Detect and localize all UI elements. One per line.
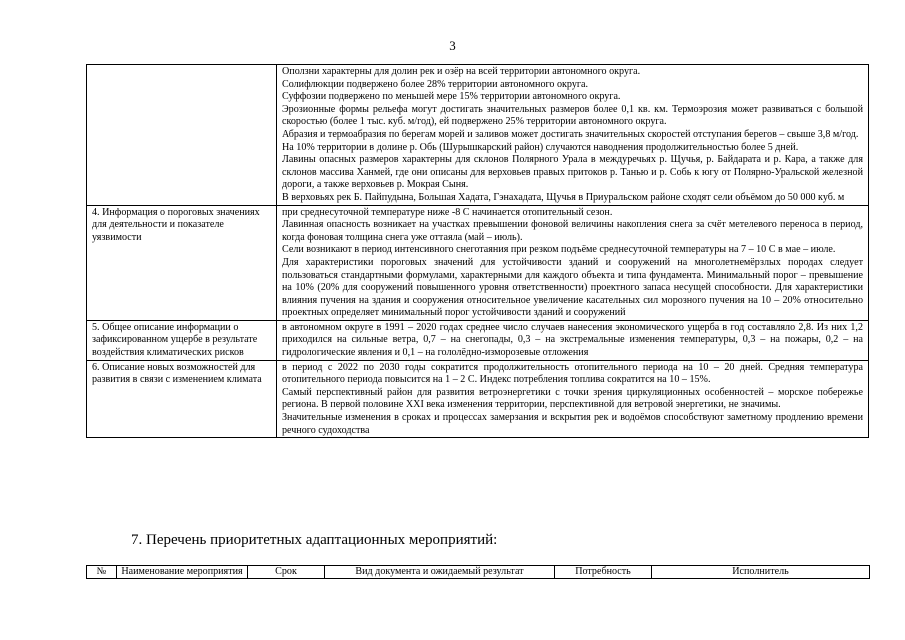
row-paragraph: Суффозии подвержено по меньшей мере 15% территории автономного округа. xyxy=(282,91,621,103)
col-header-executor: Исполнитель xyxy=(652,566,870,579)
row-paragraph: Лавинная опасность возникает на участках превышении фоновой величины накопления снега за счёт метелевого переноса в период, когда фоновая толщина снега уже оттаяла (май – июль). xyxy=(282,219,863,243)
table-row xyxy=(87,360,869,438)
col-header-term: Срок xyxy=(248,566,325,579)
row-paragraph: В верховьях рек Б. Пайпудына, Большая Хадата, Гэнахадата, Щучья в Приуральском районе сходят сели объёмом до 50 000 куб. м xyxy=(282,191,845,203)
row-paragraph: при среднесуточной температуре ниже -8 С начинается отопительный сезон. xyxy=(282,206,613,218)
row-content xyxy=(277,205,869,320)
row-paragraph: Лавины опасных размеров характерны для склонов Полярного Урала в междуречьях р. Щучья, р. Байдарата и р. Кара, а также для склонов массива Ханмей, где они описаны для верховьев правых притоков р. Танью и р. Собь к югу от Полярно-Уральской железной дороги, а также верховьев р. Мокрая Сыня. xyxy=(282,154,863,191)
row-paragraph: На 10% территории в долине р. Обь (Шурышкарский район) случаются наводнения продолжительностью более 5 дней. xyxy=(282,141,799,153)
col-header-name: Наименование мероприятия xyxy=(117,566,248,579)
row-paragraph: Значительные изменения в сроках и процессах замерзания и вскрытия рек и водоёмов способствуют заметному продлению времени речного судоходства xyxy=(282,412,863,436)
table-row xyxy=(87,65,869,206)
climate-info-table xyxy=(86,64,869,438)
row-label xyxy=(87,65,277,206)
row-paragraph: в период с 2022 по 2030 годы сократится продолжительность отопительного периода на 10 – 20 дней. Средняя температура отопительного периода повысится на 1 – 2 С. Индекс потребления топлива сократится на 10 – 15%. xyxy=(282,361,863,386)
col-header-number: № xyxy=(87,566,117,579)
measures-table xyxy=(86,565,870,579)
row-paragraph: Эрозионные формы рельефа могут достигать значительных размеров более 0,1 кв. км. Термоэрозия может развиваться с большой скоростью (более 1 тыс. куб. м/год), ей подвержено 25% территории автономного округа. xyxy=(282,103,863,128)
row-paragraph: Сели возникают в период интенсивного снеготаяния при резком подъёме среднесуточной температуры на 7 – 10 С в мае – июле. xyxy=(282,244,836,256)
row-paragraph: в автономном округе в 1991 – 2020 годах среднее число случаев нанесения экономического ущерба в год составляло 2,8. Из них 1,2 приходился на сильные ветра, 0,7 – на снегопады, 0,3 – на экстремальные изменения температуры, 0,3 – на пожары, 0,2 – на гидрологические явления и 0,1 – на гололёдно-изморозевые отложения xyxy=(282,321,863,359)
page-number: 3 xyxy=(449,38,456,53)
row-label: 6. Описание новых возможностей для развития в связи с изменением климата xyxy=(87,360,277,438)
table-row xyxy=(87,320,869,360)
row-paragraph: Для характеристики пороговых значений для устойчивости зданий и сооружений на многолетнемёрзлых породах следует пользоваться стандартными формулами, характерными для каждого объекта и типа фундамента. Минимальный порог – превышение на 10% (20% для сооружений повышенного уровня ответственности) проектного запаса несущей способности. Для характеристики влияния пучения на здания и сооружения относительное увеличение касательных сил морозного пучения на 10 – 20% относительно проектных определяет минимальный порог устойчивости зданий и сооружений xyxy=(282,256,863,319)
row-paragraph: Солифлюкции подвержено более 28% территории автономного округа. xyxy=(282,78,589,90)
col-header-document: Вид документа и ожидаемый результат xyxy=(325,566,555,579)
table-row xyxy=(87,205,869,320)
row-label: 4. Информация о пороговых значениях для деятельности и показателе уязвимости xyxy=(87,205,277,320)
row-paragraph: Оползни характерны для долин рек и озёр на всей территории автономного округа. xyxy=(282,66,641,77)
measures-header-row xyxy=(87,566,870,579)
section-heading: 7. Перечень приоритетных адаптационных мероприятий: xyxy=(131,532,498,548)
row-content xyxy=(277,320,869,360)
row-content xyxy=(277,360,869,438)
col-header-need: Потребность xyxy=(555,566,652,579)
row-paragraph: Самый перспективный район для развития ветроэнергетики с точки зрения циркуляционных особенностей – морское побережье региона. В первой половине XXI века изменения территории, перспективной для ветровой энергетики, не значимы. xyxy=(282,386,863,411)
row-content xyxy=(277,65,869,206)
row-label: 5. Общее описание информации о зафиксированном ущербе в результате воздействия климатических рисков xyxy=(87,320,277,360)
row-paragraph: Абразия и термоабразия по берегам морей и заливов может достигать значительных скоростей отступания берегов – свыше 3,8 м/год. xyxy=(282,128,859,140)
